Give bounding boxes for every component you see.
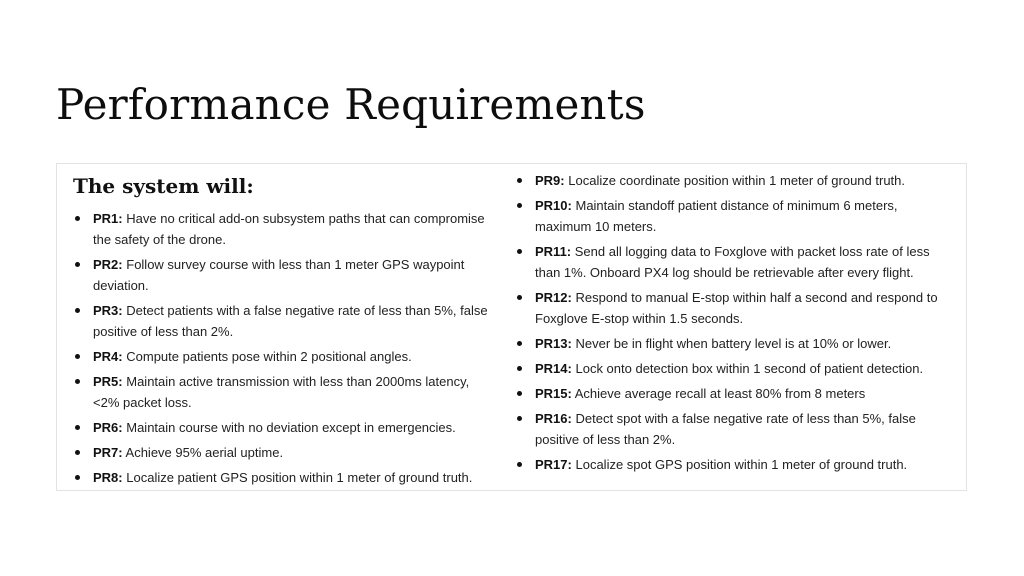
requirement-text: Maintain standoff patient distance of minimum 6 meters, maximum 10 meters. bbox=[535, 198, 898, 234]
list-item bbox=[515, 358, 955, 379]
list-item bbox=[515, 170, 955, 191]
requirement-code: PR12: bbox=[535, 290, 572, 305]
requirement-text: Maintain active transmission with less than 2000ms latency, <2% packet loss. bbox=[93, 374, 470, 410]
list-item bbox=[73, 371, 493, 413]
requirements-column-left bbox=[73, 174, 493, 492]
list-item bbox=[515, 287, 955, 329]
requirement-text: Compute patients pose within 2 positional angles. bbox=[126, 349, 412, 364]
requirement-text: Respond to manual E-stop within half a second and respond to Foxglove E-stop within 1.5 seconds. bbox=[535, 290, 938, 326]
requirement-code: PR15: bbox=[535, 386, 572, 401]
list-item bbox=[73, 442, 493, 463]
requirements-list-left bbox=[73, 208, 493, 488]
list-item bbox=[73, 417, 493, 438]
requirement-text: Maintain course with no deviation except in emergencies. bbox=[126, 420, 456, 435]
requirement-text: Achieve 95% aerial uptime. bbox=[125, 445, 284, 460]
requirements-card bbox=[56, 163, 967, 491]
requirement-text: Follow survey course with less than 1 meter GPS waypoint deviation. bbox=[93, 257, 465, 293]
requirement-text: Localize patient GPS position within 1 meter of ground truth. bbox=[126, 470, 473, 485]
requirement-code: PR1: bbox=[93, 211, 123, 226]
requirement-text: Send all logging data to Foxglove with packet loss rate of less than 1%. Onboard PX4 log should be retrievable after every flight. bbox=[535, 244, 930, 280]
requirement-code: PR17: bbox=[535, 457, 572, 472]
list-item bbox=[73, 467, 493, 488]
list-item bbox=[515, 454, 955, 475]
requirement-code: PR7: bbox=[93, 445, 123, 460]
list-item bbox=[515, 383, 955, 404]
list-item bbox=[515, 195, 955, 237]
list-item bbox=[73, 254, 493, 296]
requirement-code: PR14: bbox=[535, 361, 572, 376]
list-item bbox=[515, 333, 955, 354]
list-item bbox=[73, 208, 493, 250]
requirement-text: Achieve average recall at least 80% from 8 meters bbox=[574, 386, 866, 401]
requirement-code: PR10: bbox=[535, 198, 572, 213]
requirement-code: PR5: bbox=[93, 374, 123, 389]
requirement-text: Lock onto detection box within 1 second of patient detection. bbox=[575, 361, 924, 376]
list-item bbox=[515, 241, 955, 283]
card-subtitle: The system will: bbox=[73, 174, 254, 198]
requirement-code: PR4: bbox=[93, 349, 123, 364]
requirement-text: Have no critical add-on subsystem paths that can compromise the safety of the drone. bbox=[93, 211, 485, 247]
list-item bbox=[515, 408, 955, 450]
requirement-code: PR2: bbox=[93, 257, 123, 272]
requirement-text: Detect patients with a false negative rate of less than 5%, false positive of less than 2%. bbox=[93, 303, 488, 339]
requirement-text: Detect spot with a false negative rate of less than 5%, false positive of less than 2%. bbox=[535, 411, 916, 447]
requirement-code: PR16: bbox=[535, 411, 572, 426]
requirement-code: PR13: bbox=[535, 336, 572, 351]
requirement-code: PR9: bbox=[535, 173, 565, 188]
list-item bbox=[73, 346, 493, 367]
requirement-code: PR6: bbox=[93, 420, 123, 435]
page-title: Performance Requirements bbox=[56, 80, 646, 129]
list-item bbox=[73, 300, 493, 342]
requirement-code: PR8: bbox=[93, 470, 123, 485]
requirement-text: Localize spot GPS position within 1 meter of ground truth. bbox=[575, 457, 908, 472]
requirements-list-right bbox=[515, 170, 955, 475]
requirements-column-right bbox=[515, 170, 955, 479]
requirement-text: Localize coordinate position within 1 meter of ground truth. bbox=[568, 173, 905, 188]
requirement-code: PR3: bbox=[93, 303, 123, 318]
requirement-text: Never be in flight when battery level is at 10% or lower. bbox=[575, 336, 892, 351]
requirement-code: PR11: bbox=[535, 244, 572, 259]
